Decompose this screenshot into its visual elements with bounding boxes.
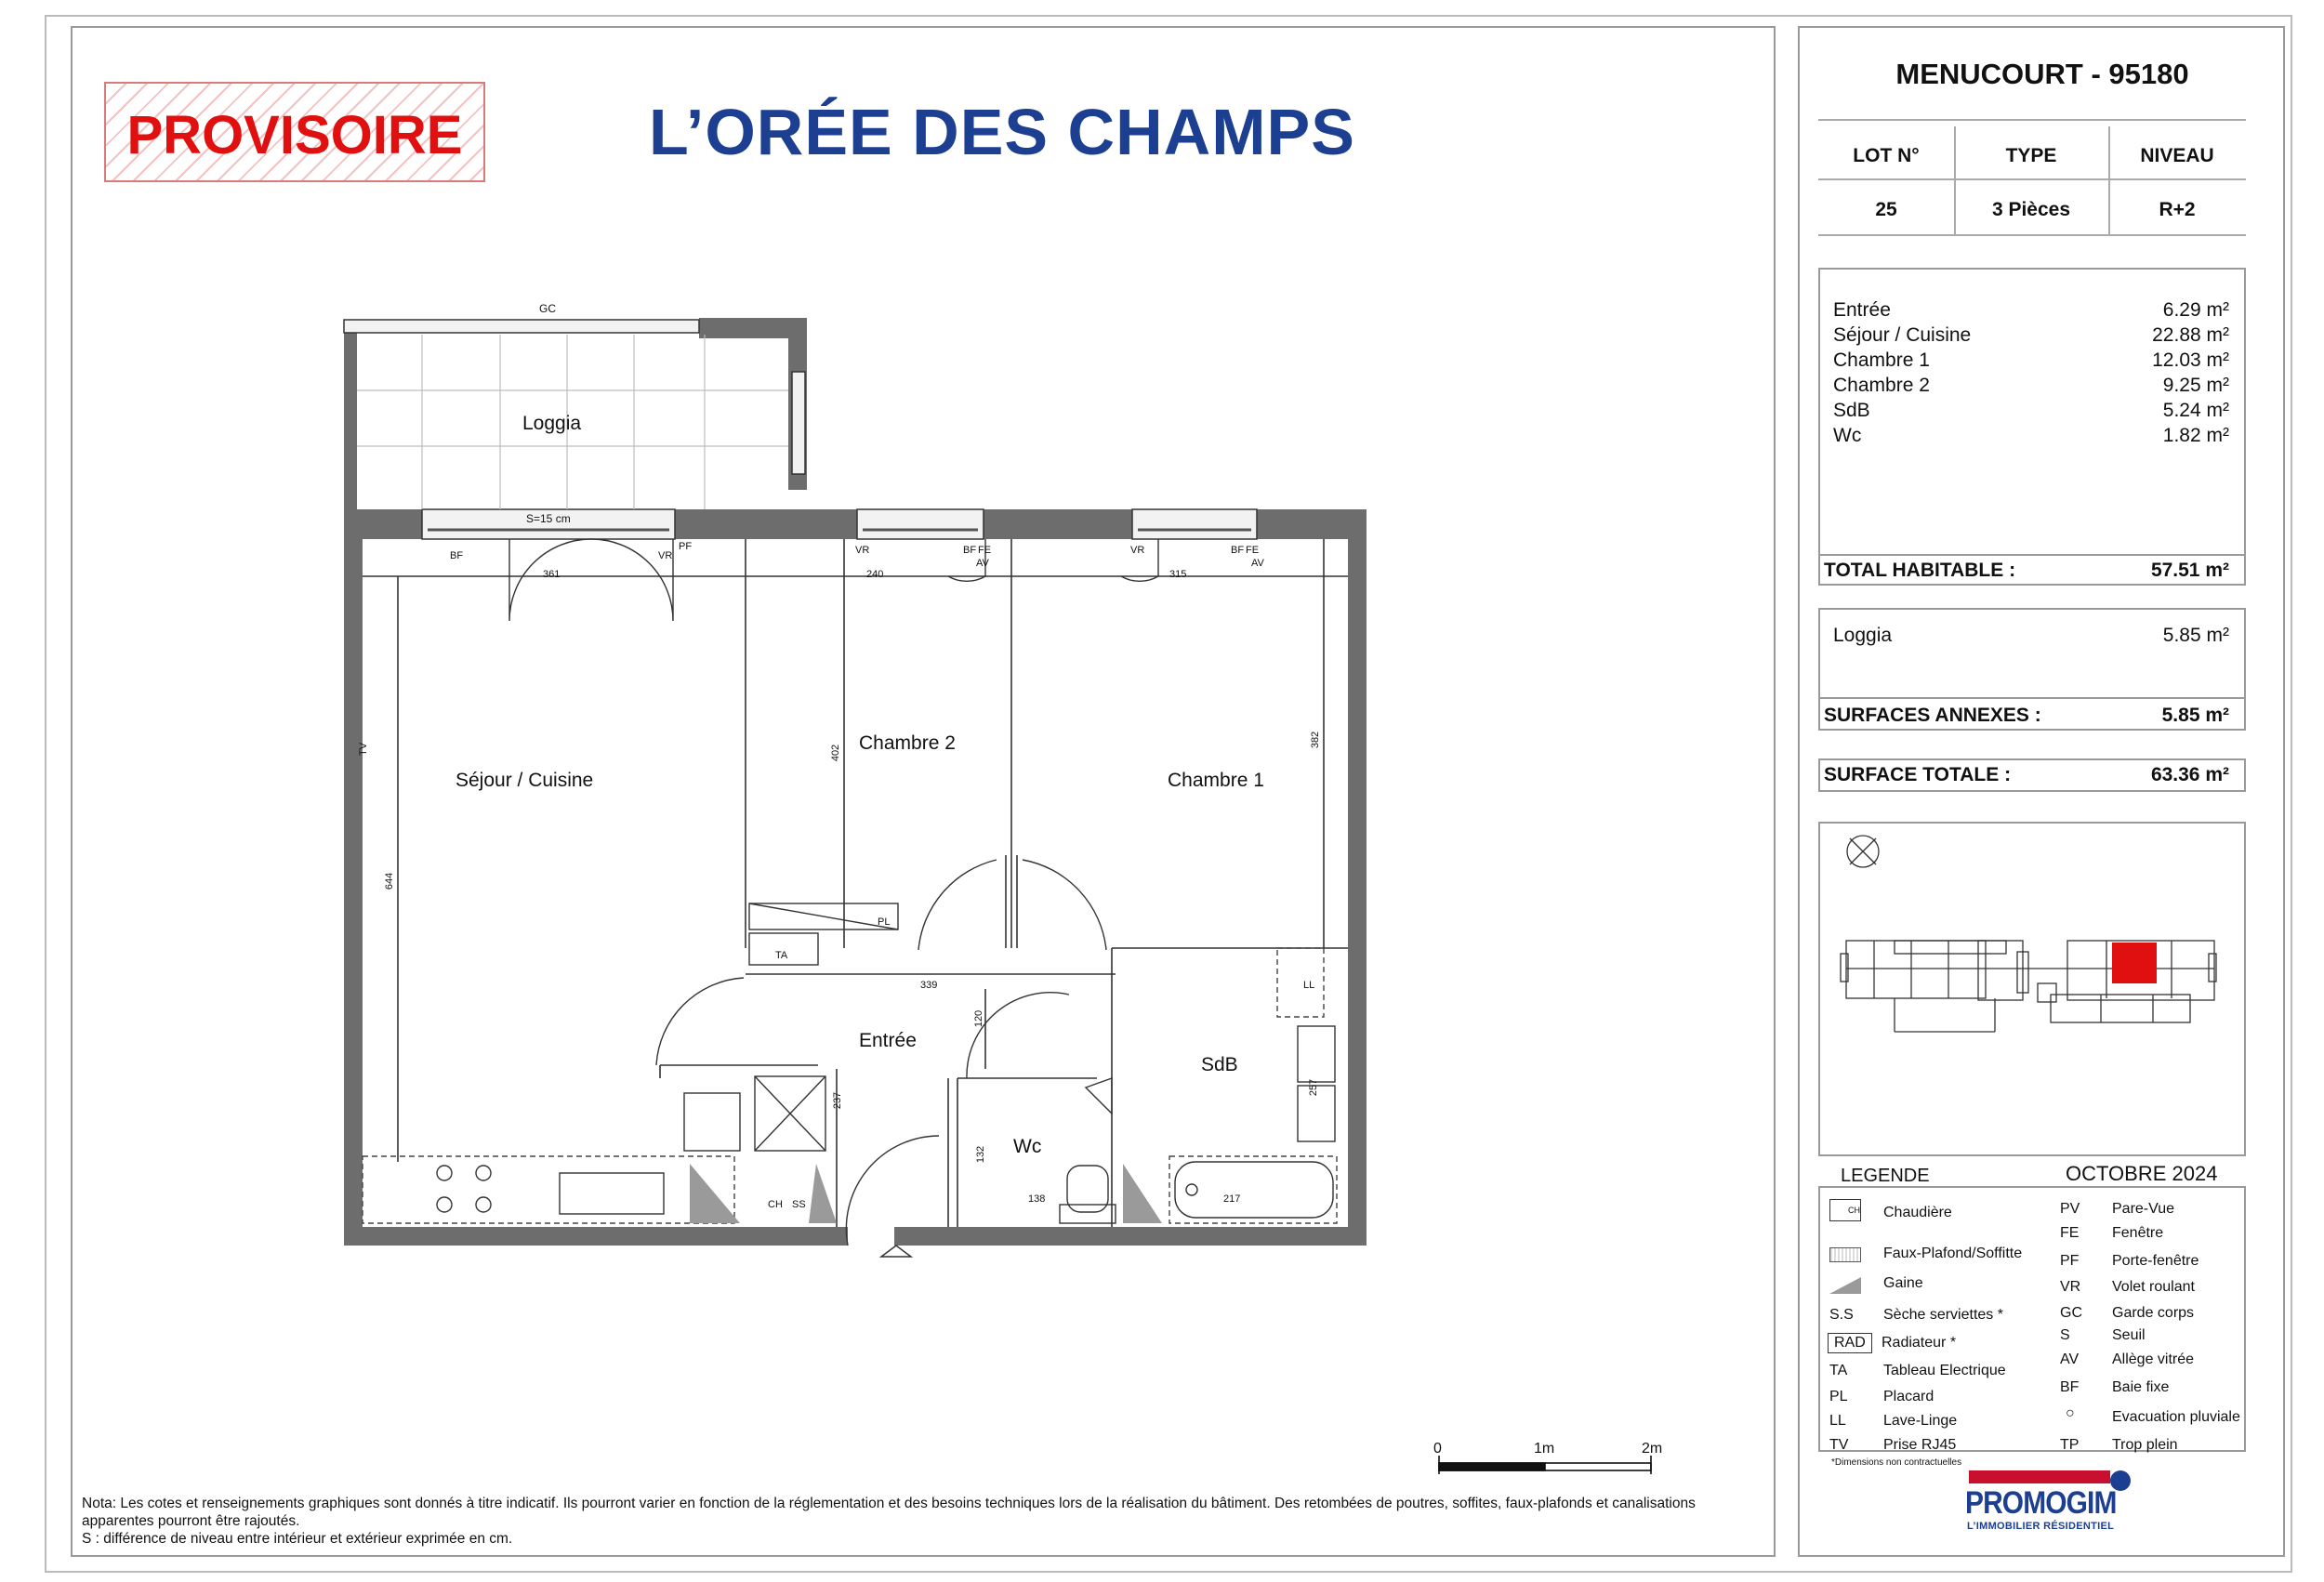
column-header-niveau: NIVEAU	[2140, 145, 2214, 166]
room-label-sejour: Séjour / Cuisine	[456, 770, 594, 791]
faux-plafond-icon	[1829, 1247, 1861, 1262]
surface-name: SdB	[1833, 400, 1870, 421]
legend-title: LEGENDE	[1841, 1166, 1930, 1186]
legend-label: Fenêtre	[2112, 1225, 2164, 1241]
surface-value: 12.03 m²	[2152, 349, 2229, 371]
info-divider-bottom	[1818, 234, 2246, 236]
dim-237: 237	[832, 1091, 844, 1110]
surface-value: 22.88 m²	[2152, 324, 2229, 346]
annex-value: 5.85 m²	[2162, 625, 2229, 646]
scale-label-0: 0	[1433, 1441, 1442, 1457]
legend-label: Lave-Linge	[1883, 1413, 1958, 1429]
legend-code: LL	[1829, 1413, 1846, 1429]
legend-date: OCTOBRE 2024	[2066, 1162, 2218, 1185]
legend-code: TV	[1829, 1437, 1849, 1453]
gaine-icon	[1829, 1277, 1861, 1294]
plan-label-av3: AV	[1251, 558, 1264, 569]
legend-label: Placard	[1883, 1389, 1934, 1404]
legend-label: Evacuation pluviale	[2112, 1409, 2240, 1425]
surface-row	[1833, 425, 2229, 447]
legend-code: TP	[2060, 1437, 2080, 1453]
plan-label-bf1: BF	[450, 550, 464, 561]
plan-label-bf3: BF	[1231, 545, 1245, 556]
scale-bar	[1439, 1456, 1651, 1474]
legend-code: PF	[2060, 1253, 2080, 1269]
annexes-total-value: 5.85 m²	[2161, 705, 2229, 726]
surface-value: 5.24 m²	[2162, 400, 2229, 421]
total-habitable-divider	[1818, 554, 2246, 556]
disclaimer-line-2: S : différence de niveau entre intérieur et extérieur exprimée en cm.	[82, 1531, 513, 1547]
surface-total-value: 63.36 m²	[2150, 764, 2229, 785]
room-label-loggia: Loggia	[522, 413, 582, 434]
plan-label-fe2: FE	[978, 545, 992, 556]
type-value: 3 Pièces	[1991, 199, 2071, 220]
scale-label-1m: 1m	[1534, 1441, 1555, 1457]
legend-code: AV	[2060, 1351, 2080, 1367]
surface-name: Séjour / Cuisine	[1833, 324, 1972, 346]
surface-row	[1833, 299, 2229, 322]
plan-label-gc: GC	[539, 302, 556, 315]
surface-value: 9.25 m²	[2162, 375, 2229, 396]
legend-label: Volet roulant	[2112, 1279, 2195, 1295]
plan-label-bf2: BF	[963, 545, 977, 556]
legend-label: Prise RJ45	[1883, 1437, 1957, 1453]
plan-label-fe3: FE	[1246, 545, 1260, 556]
plan-label-ll: LL	[1303, 980, 1315, 991]
promogim-logo	[1965, 1470, 2133, 1534]
logo-red-bar	[1969, 1470, 2110, 1483]
total-habitable-value: 57.51 m²	[2150, 560, 2229, 581]
total-habitable-label: TOTAL HABITABLE :	[1824, 560, 2016, 581]
legend-label: Baie fixe	[2112, 1379, 2170, 1395]
plan-label-vr1: VR	[658, 550, 673, 561]
key-plan	[1818, 822, 2246, 1156]
legend-code: FE	[2060, 1225, 2080, 1241]
dim-120: 120	[973, 1009, 985, 1028]
legend-label: Seuil	[2112, 1327, 2146, 1343]
surface-row	[1833, 324, 2229, 347]
plan-label-ss: SS	[792, 1199, 806, 1210]
legend-code: GC	[2060, 1305, 2082, 1321]
info-divider-mid	[1818, 178, 2246, 180]
legend-label: Radiateur *	[1882, 1335, 1957, 1351]
legend-code: PL	[1829, 1389, 1848, 1404]
legend-label: Tableau Electrique	[1883, 1363, 2006, 1378]
plan-label-pf1: PF	[679, 541, 693, 552]
logo-tagline: L’IMMOBILIER RÉSIDENTIEL	[1967, 1521, 2115, 1532]
plan-label-ta: TA	[775, 950, 788, 961]
niveau-value: R+2	[2159, 199, 2196, 220]
surface-row	[1833, 349, 2229, 372]
room-label-entree: Entrée	[859, 1030, 917, 1051]
plan-label-ch: CH	[768, 1199, 783, 1210]
legend-code: S.S	[1829, 1307, 1854, 1323]
surface-total-label: SURFACE TOTALE :	[1824, 764, 2012, 785]
room-label-chambre2: Chambre 2	[859, 732, 956, 754]
dim-339: 339	[920, 980, 938, 991]
surface-total-row	[1824, 764, 2229, 786]
legend-code: PV	[2060, 1201, 2080, 1217]
dim-217: 217	[1223, 1193, 1241, 1205]
lot-value: 25	[1875, 199, 1897, 220]
dim-138: 138	[1028, 1193, 1046, 1205]
highlighted-lot	[2112, 943, 2157, 983]
legend-code: TA	[1829, 1363, 1848, 1378]
plan-label-pl: PL	[878, 916, 891, 928]
city-title: MENUCOURT - 95180	[1895, 58, 2189, 90]
legend-label: Trop plein	[2112, 1437, 2178, 1453]
legend-label: Pare-Vue	[2112, 1201, 2174, 1217]
dim-402: 402	[830, 744, 842, 762]
dim-257: 257	[1308, 1078, 1320, 1097]
plan-label-av2: AV	[976, 558, 989, 569]
dim-132: 132	[975, 1145, 987, 1164]
column-header-type: TYPE	[2005, 145, 2057, 166]
annexes-total-label: SURFACES ANNEXES :	[1824, 705, 2041, 726]
evacuation-icon: ○	[2066, 1405, 2075, 1421]
plan-label-vr3: VR	[1130, 545, 1145, 556]
info-divider-top	[1818, 119, 2246, 121]
radiateur-icon: RAD	[1828, 1333, 1872, 1353]
logo-brand: PROMOGIM	[1965, 1485, 2117, 1521]
legend-label: Chaudière	[1883, 1205, 1952, 1220]
dim-240: 240	[866, 569, 884, 580]
plan-label-tv: TV	[358, 742, 370, 757]
column-header-lot: LOT N°	[1853, 145, 1920, 166]
surface-value: 1.82 m²	[2162, 425, 2229, 446]
disclaimer-note	[82, 1495, 1718, 1548]
surface-name: Chambre 2	[1833, 375, 1930, 396]
entrance-arrow-icon	[881, 1246, 911, 1257]
legend-label: Faux-Plafond/Soffitte	[1883, 1246, 2023, 1261]
chaudiere-icon: CH	[1829, 1199, 1861, 1221]
disclaimer-line-1: Nota: Les cotes et renseignements graphiques sont donnés à titre indicatif. Ils pourront varier en fonction de la réglementation et des besoins techniques lors de la réalisation du bâtiment. Des retombées de poutres, soffites, faux-plafonds et canalisations apparentes pourront être rajoutés.	[82, 1496, 1696, 1529]
annexes-total-row	[1824, 705, 2229, 727]
total-habitable-row	[1824, 560, 2229, 582]
legend-code: S	[2060, 1327, 2070, 1343]
legend-label: Porte-fenêtre	[2112, 1253, 2199, 1269]
room-label-sdb: SdB	[1201, 1054, 1238, 1075]
legend-label: Allège vitrée	[2112, 1351, 2195, 1367]
project-title: L’ORÉE DES CHAMPS	[649, 96, 1355, 168]
surface-name: Chambre 1	[1833, 349, 1930, 371]
surface-value: 6.29 m²	[2162, 299, 2229, 321]
legend-label: Gaine	[1883, 1275, 1923, 1291]
annex-row	[1833, 625, 2229, 647]
annexes-divider	[1818, 697, 2246, 699]
room-label-wc: Wc	[1013, 1136, 1042, 1157]
legend-code: VR	[2060, 1279, 2081, 1295]
dim-382: 382	[1310, 731, 1322, 749]
surface-row	[1833, 375, 2229, 397]
dim-361: 361	[543, 569, 561, 580]
legend-label: Garde corps	[2112, 1305, 2195, 1321]
provisional-stamp-text: PROVISOIRE	[126, 105, 463, 165]
plan-label-vr2: VR	[855, 545, 870, 556]
plan-label-seuil: S=15 cm	[526, 512, 571, 525]
surface-name: Wc	[1833, 425, 1862, 446]
surface-name: Entrée	[1833, 299, 1891, 321]
dim-644: 644	[384, 872, 396, 890]
room-label-chambre1: Chambre 1	[1168, 770, 1264, 791]
legend-footnote: *Dimensions non contractuelles	[1831, 1457, 1962, 1468]
legend-code: BF	[2060, 1379, 2080, 1395]
legend-label: Sèche serviettes *	[1883, 1307, 2003, 1323]
dim-315: 315	[1169, 569, 1187, 580]
annex-name: Loggia	[1833, 625, 1893, 646]
surface-row	[1833, 400, 2229, 422]
scale-label-2m: 2m	[1642, 1441, 1663, 1457]
